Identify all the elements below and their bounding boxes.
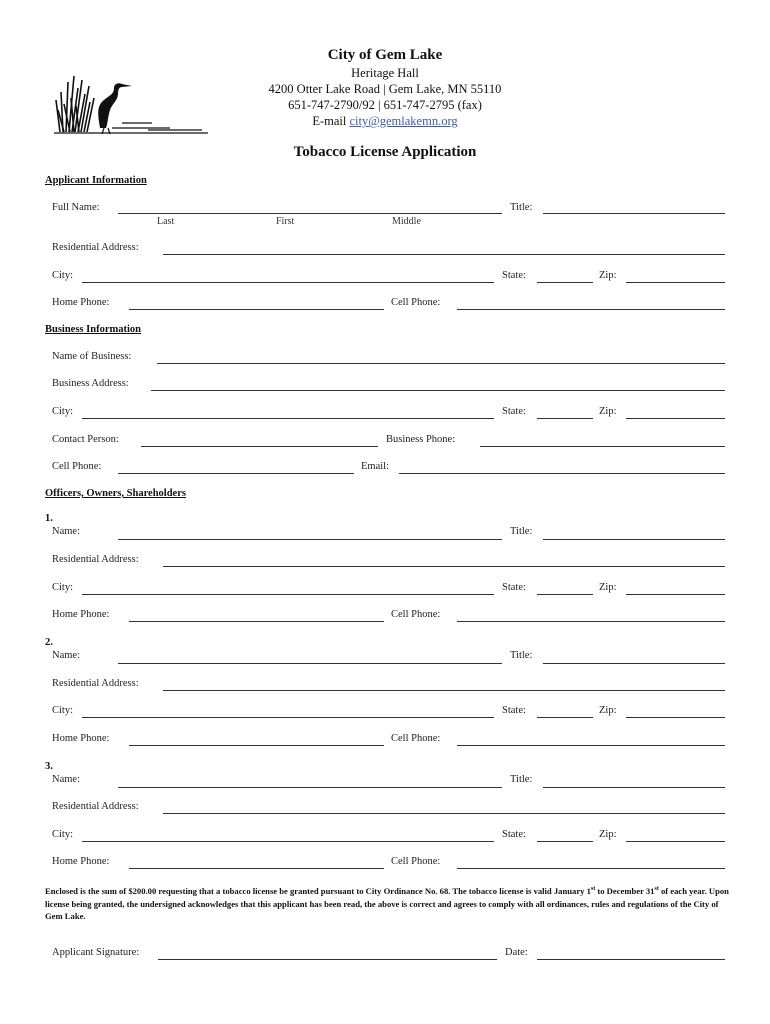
- officer-1-number: 1.: [45, 513, 53, 524]
- business-cell-phone-field[interactable]: [118, 473, 354, 474]
- officer-3-residential-address-label: Residential Address:: [52, 801, 139, 812]
- officer-2-cell-phone-label: Cell Phone:: [391, 733, 441, 744]
- statement-part-1: Enclosed is the sum of $200.00 requesting that a tobacco license be granted pursuant to City Ordinance No. 68. The tobacco license is valid January 1: [45, 886, 591, 896]
- license-statement: [45, 885, 735, 923]
- zip-label: Zip:: [599, 270, 617, 281]
- zip-field[interactable]: [626, 282, 725, 283]
- officer-3-number: 3.: [45, 761, 53, 772]
- business-zip-field[interactable]: [626, 418, 725, 419]
- officer-3-city-label: City:: [52, 829, 74, 840]
- business-address-label: Business Address:: [52, 378, 129, 389]
- city-phones: 651-747-2790/92 | 651-747-2795 (fax): [288, 98, 482, 112]
- business-cell-phone-label: Cell Phone:: [52, 461, 102, 472]
- officer-3-state-label: State:: [502, 829, 526, 840]
- officer-1-name-field[interactable]: [118, 539, 502, 540]
- cell-phone-field[interactable]: [457, 309, 725, 310]
- officer-2-city-label: City:: [52, 705, 74, 716]
- city-address: 4200 Otter Lake Road | Gem Lake, MN 55110: [268, 82, 502, 96]
- officer-1-state-label: State:: [502, 582, 526, 593]
- officer-2-cell-phone-field[interactable]: [457, 745, 725, 746]
- statement-part-3: of each year. Upon license being granted, the undersigned acknowledges that this applicant has been read, the above is correct and agrees to comply with all ordinances, rules and regulations of the City of Gem Lake.: [45, 886, 729, 921]
- officer-3-cell-phone-label: Cell Phone:: [391, 856, 441, 867]
- officer-3-home-phone-label: Home Phone:: [52, 856, 110, 867]
- officer-1-home-phone-label: Home Phone:: [52, 609, 110, 620]
- state-field[interactable]: [537, 282, 593, 283]
- city-field[interactable]: [82, 282, 494, 283]
- officer-3-name-field[interactable]: [118, 787, 502, 788]
- name-of-business-field[interactable]: [157, 363, 725, 364]
- officer-3-home-phone-field[interactable]: [129, 868, 384, 869]
- officer-2-zip-label: Zip:: [599, 705, 617, 716]
- residential-address-field[interactable]: [163, 254, 725, 255]
- first-sublabel: First: [276, 216, 295, 227]
- business-zip-label: Zip:: [599, 406, 617, 417]
- state-label: State:: [502, 270, 526, 281]
- title-label: Title:: [510, 202, 533, 213]
- form-title: Tobacco License Application: [293, 144, 477, 160]
- email-label: Email:: [361, 461, 389, 472]
- officer-1-zip-field[interactable]: [626, 594, 725, 595]
- officer-2-city-field[interactable]: [82, 717, 494, 718]
- officer-1-cell-phone-field[interactable]: [457, 621, 725, 622]
- section-applicant-information: Applicant Information: [45, 175, 147, 186]
- officer-1-zip-label: Zip:: [599, 582, 617, 593]
- officer-2-state-label: State:: [502, 705, 526, 716]
- residential-address-label: Residential Address:: [52, 242, 139, 253]
- section-business-information: Business Information: [45, 324, 141, 335]
- title-field[interactable]: [543, 213, 725, 214]
- officer-1-residential-address-label: Residential Address:: [52, 554, 139, 565]
- officer-1-title-field[interactable]: [543, 539, 725, 540]
- city-name: City of Gem Lake: [327, 47, 443, 63]
- heritage-hall: Heritage Hall: [351, 66, 419, 80]
- business-state-label: State:: [502, 406, 526, 417]
- business-city-label: City:: [52, 406, 74, 417]
- officer-3-title-field[interactable]: [543, 787, 725, 788]
- full-name-label: Full Name:: [52, 202, 100, 213]
- officer-2-residential-address-field[interactable]: [163, 690, 725, 691]
- last-sublabel: Last: [157, 216, 175, 227]
- business-state-field[interactable]: [537, 418, 593, 419]
- section-officers: Officers, Owners, Shareholders: [45, 488, 186, 499]
- officer-3-zip-field[interactable]: [626, 841, 725, 842]
- name-of-business-label: Name of Business:: [52, 351, 132, 362]
- email-link[interactable]: city@gemlakemn.org: [349, 114, 458, 128]
- officer-2-zip-field[interactable]: [626, 717, 725, 718]
- officer-1-cell-phone-label: Cell Phone:: [391, 609, 441, 620]
- home-phone-label: Home Phone:: [52, 297, 110, 308]
- city-label: City:: [52, 270, 74, 281]
- cell-phone-label: Cell Phone:: [391, 297, 441, 308]
- applicant-signature-field[interactable]: [158, 959, 497, 960]
- contact-person-field[interactable]: [141, 446, 378, 447]
- applicant-signature-label: Applicant Signature:: [52, 947, 140, 958]
- officer-3-name-label: Name:: [52, 774, 80, 785]
- email-prefix: E-mail: [312, 114, 350, 128]
- officer-1-residential-address-field[interactable]: [163, 566, 725, 567]
- business-phone-field[interactable]: [480, 446, 725, 447]
- officer-2-name-label: Name:: [52, 650, 80, 661]
- officer-3-residential-address-field[interactable]: [163, 813, 725, 814]
- statement-sup-2: st: [654, 886, 659, 893]
- officer-2-residential-address-label: Residential Address:: [52, 678, 139, 689]
- statement-part-2: to December 31: [595, 886, 655, 896]
- officer-3-state-field[interactable]: [537, 841, 593, 842]
- officer-2-home-phone-field[interactable]: [129, 745, 384, 746]
- city-email-line: [0, 114, 770, 129]
- officer-3-cell-phone-field[interactable]: [457, 868, 725, 869]
- officer-1-state-field[interactable]: [537, 594, 593, 595]
- officer-1-title-label: Title:: [510, 526, 533, 537]
- email-field[interactable]: [399, 473, 725, 474]
- date-label: Date:: [505, 947, 528, 958]
- officer-2-home-phone-label: Home Phone:: [52, 733, 110, 744]
- contact-person-label: Contact Person:: [52, 434, 119, 445]
- officer-2-state-field[interactable]: [537, 717, 593, 718]
- officer-2-name-field[interactable]: [118, 663, 502, 664]
- statement-sup-1: st: [590, 886, 596, 893]
- middle-sublabel: Middle: [392, 216, 421, 227]
- business-phone-label: Business Phone:: [386, 434, 456, 445]
- officer-1-city-label: City:: [52, 582, 74, 593]
- business-city-field[interactable]: [82, 418, 494, 419]
- home-phone-field[interactable]: [129, 309, 384, 310]
- officer-1-home-phone-field[interactable]: [129, 621, 384, 622]
- officer-2-title-label: Title:: [510, 650, 533, 661]
- officer-1-city-field[interactable]: [82, 594, 494, 595]
- business-address-field[interactable]: [151, 390, 725, 391]
- officer-3-city-field[interactable]: [82, 841, 494, 842]
- officer-3-title-label: Title:: [510, 774, 533, 785]
- officer-1-name-label: Name:: [52, 526, 80, 537]
- full-name-field[interactable]: [118, 213, 502, 214]
- date-field[interactable]: [537, 959, 725, 960]
- officer-2-title-field[interactable]: [543, 663, 725, 664]
- officer-3-zip-label: Zip:: [599, 829, 617, 840]
- officer-2-number: 2.: [45, 637, 53, 648]
